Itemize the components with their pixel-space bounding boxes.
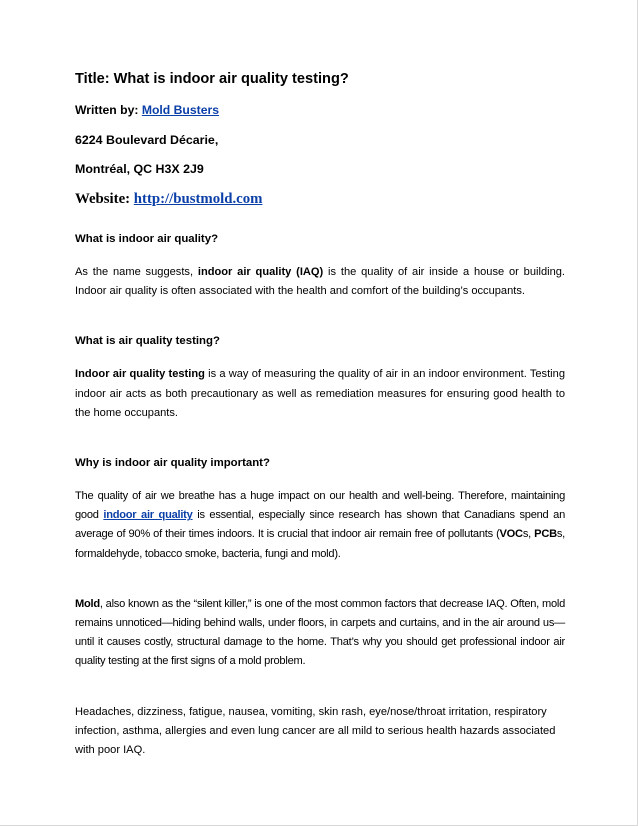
section-heading-why-important: Why is indoor air quality important? xyxy=(75,457,270,470)
address-line-1: 6224 Boulevard Décarie, xyxy=(75,133,219,147)
bold-term: PCB xyxy=(534,528,557,541)
author-line xyxy=(75,102,565,118)
paragraph-importance xyxy=(75,487,565,564)
bold-term: Mold xyxy=(75,597,100,610)
text-run: The quality of air we breathe has a huge impact on our health and well-being. Therefore, maintaining good xyxy=(75,490,565,522)
paragraph-iaq-definition xyxy=(75,263,565,301)
bold-term: VOC xyxy=(499,528,523,541)
written-by-label: Written by: xyxy=(75,103,142,117)
document-body xyxy=(75,70,565,760)
paragraph-mold xyxy=(75,595,565,672)
text-run: s, formaldehyde, tobacco smoke, bacteria, fungi and mold). xyxy=(75,528,565,560)
bold-term: Indoor air quality testing xyxy=(75,368,205,381)
text-run: As the name suggests, xyxy=(75,266,198,278)
website-label: Website: xyxy=(75,191,134,207)
paragraph-testing-definition xyxy=(75,365,565,423)
text-run: is a way of measuring the quality of air in an indoor environment. Testing indoor air acts as both precautionary as well as remediation measures for ensuring good health to the home occupants. xyxy=(75,368,565,419)
website-link[interactable]: http://bustmold.com xyxy=(133,191,263,207)
text-run: , also known as the “silent killer,” is one of the most common factors that decrease IAQ. Often, mold remains unnoticed—hiding behind walls, under floors, in carpets and curtains, and in the air around us—until it causes costly, structural damage to the home. That’s why you should get professional indoor air quality testing at the first signs of a mold problem. xyxy=(75,597,565,668)
text-run: is the quality of air inside a house or building. Indoor air quality is often associated with the health and comfort of the building’s occupants. xyxy=(75,266,565,298)
bold-term: indoor air quality (IAQ) xyxy=(197,266,324,278)
section-heading-air-quality-testing: What is air quality testing? xyxy=(75,335,220,348)
document-title: Title: What is indoor air quality testing? xyxy=(75,71,349,87)
text-run: s, xyxy=(522,528,535,541)
section-heading-indoor-air-quality: What is indoor air quality? xyxy=(75,233,219,245)
address-line-2: Montréal, QC H3X 2J9 xyxy=(75,162,204,176)
text-run: is essential, especially since research has shown that Canadians spend an average of 90% of their times indoors. It is crucial that indoor air remain free of pollutants ( xyxy=(75,509,565,541)
indoor-air-quality-link[interactable]: indoor air quality xyxy=(103,509,193,522)
paragraph-health-hazards: Headaches, dizziness, fatigue, nausea, vomiting, skin rash, eye/nose/throat irritation, respiratory infection, asthma, allergies and even lung cancer are all mild to serious health hazards associated with poor IAQ. xyxy=(75,705,556,757)
website-line xyxy=(75,190,565,208)
author-link[interactable]: Mold Busters xyxy=(141,103,220,117)
